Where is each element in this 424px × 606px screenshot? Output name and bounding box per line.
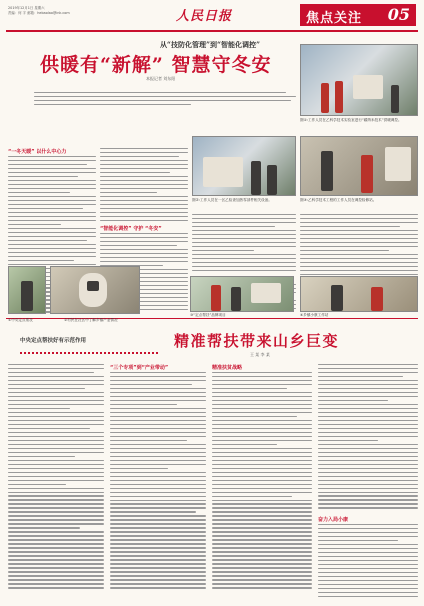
bottom-subhead-1: “三个专项”到“产业带动” [110, 365, 169, 371]
top-story-headline: 供暖有“新解” 智慧守冬安 [40, 54, 272, 76]
photo-4 [8, 266, 46, 314]
top-story-byline: 本报记者 刘东阳 [146, 76, 176, 81]
bottom-column-3 [212, 372, 312, 600]
body-column-3a [192, 214, 296, 274]
caption-2: 图②:工作人员在一区乙检查加热零部件相关设备。 [192, 198, 272, 202]
caption-5: ②村民在社区中了解乡镇产业情况 [64, 318, 118, 322]
bottom-story-kicker: 中央定点帮扶好有示范作用 [20, 338, 87, 344]
bottom-subhead-3: 奋力入局小康 [318, 517, 349, 523]
photo-1 [300, 44, 418, 116]
header-rule [6, 30, 418, 32]
subhead-1: “一冬天暖” 以什么中心力 [8, 149, 67, 155]
caption-4: ①中央定点帮扶 [8, 318, 33, 322]
subhead-2: “智能化调控” 守护 “冬安” [100, 226, 162, 232]
caption-6: ③“定点帮扶”品牌项目 [190, 313, 226, 317]
top-story-kicker: 从“技防化管理”到“智能化调控” [159, 40, 261, 49]
section-title: 焦点关注 [306, 11, 363, 26]
editor-line: 责编：何 宇 邮箱：hebaolao@ink.com [8, 11, 70, 15]
bottom-column-2 [110, 372, 206, 600]
caption-3: 图③:乙科学技术工程的工作人员在调控检修站。 [300, 198, 377, 202]
caption-1: 图①:工作人员在乙科学技术实验室进行“碳纳米技术”供暖调控。 [300, 118, 402, 122]
decorative-rule [20, 352, 160, 354]
photo-5 [50, 266, 140, 314]
bottom-subhead-2: 精准扶贫战略 [212, 365, 243, 371]
date-line: 2019年12月1日 星期六 [8, 6, 45, 10]
lead-paragraph [34, 92, 296, 114]
photo-6 [190, 276, 294, 312]
photo-2 [192, 136, 296, 196]
page-number: 05 [387, 5, 410, 24]
bottom-column-4a [318, 364, 418, 514]
photo-7 [300, 276, 418, 312]
masthead: 人民日报 [176, 9, 233, 24]
bottom-story-headline: 精准帮扶带来山乡巨变 [174, 332, 340, 350]
bottom-column-1 [8, 364, 104, 600]
photo-3 [300, 136, 418, 196]
caption-7: ④乡镇小康工作站 [300, 313, 329, 317]
bottom-column-4b [318, 524, 418, 600]
body-column-2a [100, 148, 188, 224]
section-header [300, 4, 416, 26]
bottom-story-byline: 王 某 李 某 [250, 352, 270, 357]
